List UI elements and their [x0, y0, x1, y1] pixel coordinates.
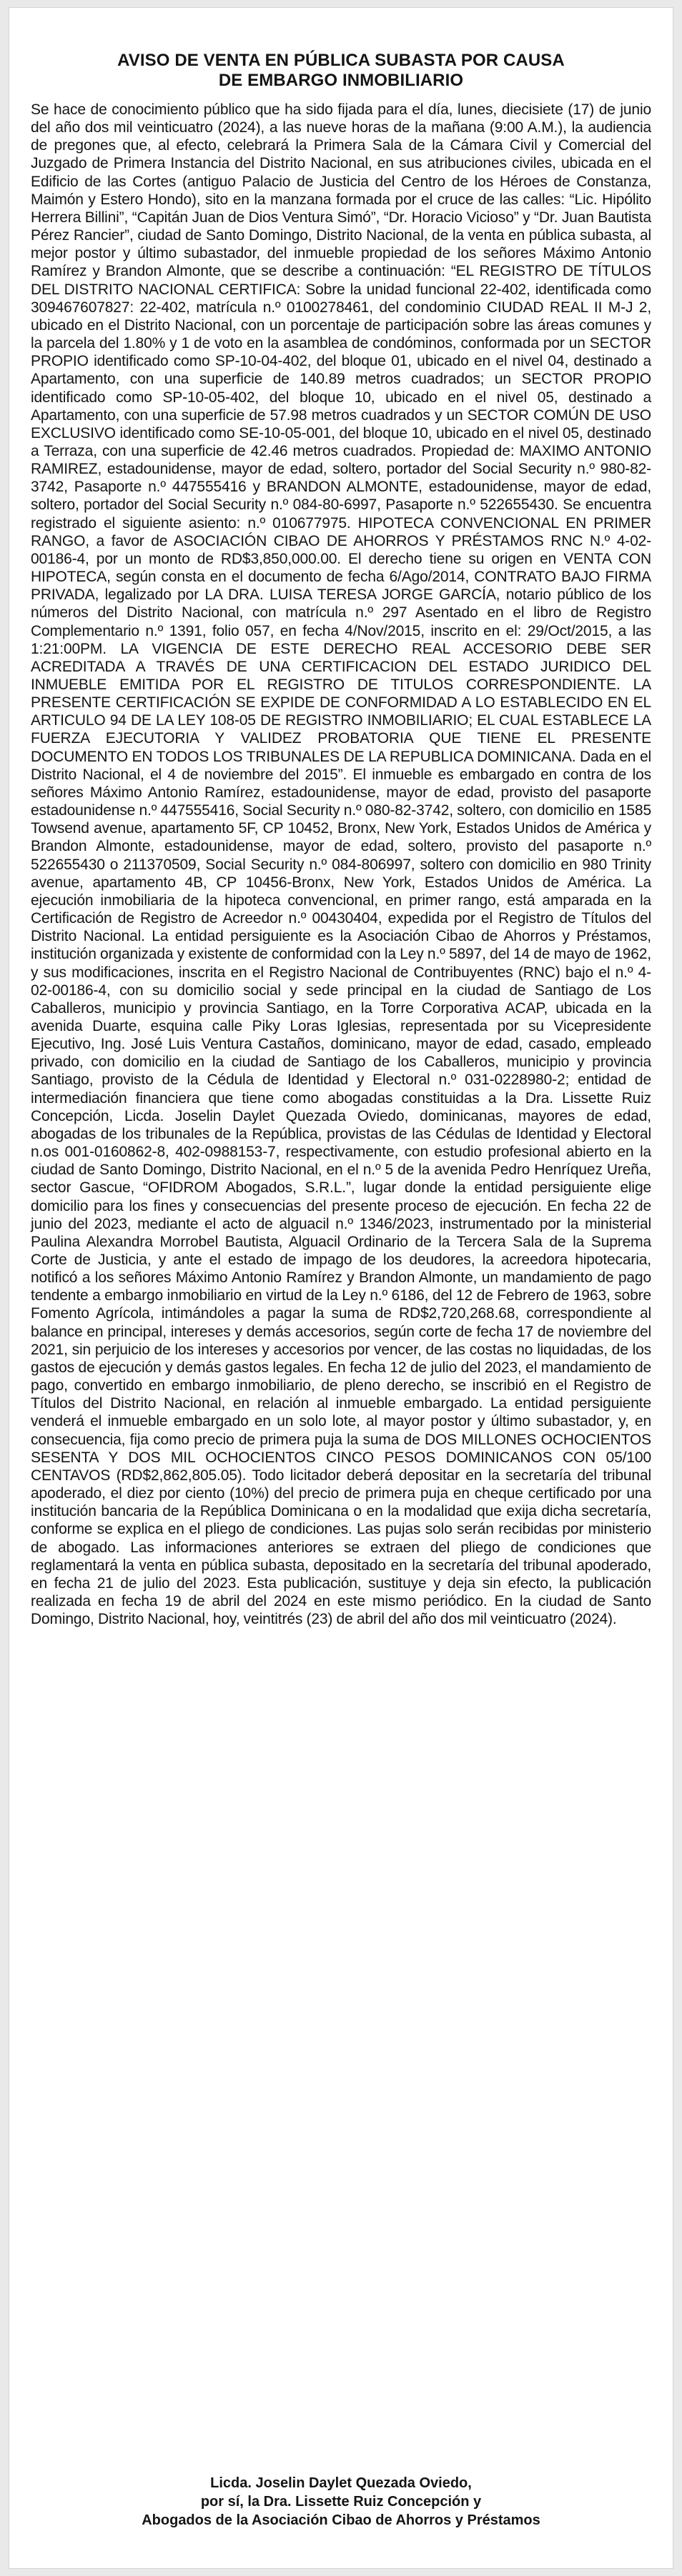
signature-block — [24, 2474, 658, 2530]
notice-title-line-2: DE EMBARGO INMOBILIARIO — [218, 71, 464, 90]
notice-title — [38, 51, 644, 91]
signature-line-3: Abogados de la Asociación Cibao de Ahorros y Préstamos — [142, 2512, 540, 2528]
legal-notice — [9, 7, 673, 2569]
notice-title-line-1: AVISO DE VENTA EN PÚBLICA SUBASTA POR CAUSA — [117, 51, 565, 70]
signature-line-2: por sí, la Dra. Lissette Ruiz Concepción y — [200, 2494, 482, 2510]
signature-line-1: Licda. Joselin Daylet Quezada Oviedo, — [210, 2475, 472, 2491]
notice-body: Se hace de conocimiento público que ha sido fijada para el día, lunes, diecisiete (17) de junio del año dos mil veinticuatro (2024), a las nueve horas de la mañana (9:00 A.M.), la audiencia de pregones que, al efecto, celebrará la Primera Sala de la Cámara Civil y Comercial del Juzgado de Primera Instancia del Distrito Nacional, en sus atribuciones civiles, ubicada en el Edificio de las Cortes (antiguo Palacio de Justicia del Centro de los Héroes de Constanza, Maimón y Estero Hondo), sito en la manzana formada por el cruce de las calles: “Lic. Hipólito Herrera Billini”, “Capitán Juan de Dios Ventura Simó”, “Dr. Horacio Vicioso” y “Dr. Juan Bautista Pérez Rancier”, ciudad de Santo Domingo, Distrito Nacional, de la venta en pública subasta, al mejor postor y último subastador, del inmueble propiedad de los señores Máximo Antonio Ramírez y Brandon Almonte, que se describe a continuación: “EL REGISTRO DE TÍTULOS DEL DISTRITO NACIONAL CERTIFICA: Sobre la unidad funcional 22-402, identificada como 309467607827: 22-402, matrícula n.º 0100278461, del condominio CIUDAD REAL II M-J 2, ubicado en el Distrito Nacional, con un porcentaje de participación sobre las áreas comunes y la parcela del 1.80% y 1 de voto en la asamblea de condóminos, conformada por un SECTOR PROPIO identificado como SP-10-04-402, del bloque 01, ubicado en el nivel 04, destinado a Apartamento, con una superficie de 140.89 metros cuadrados; un SECTOR PROPIO identificado como SP-10-05-402, del bloque 10, ubicado en el nivel 05, destinado a Apartamento, con una superficie de 57.98 metros cuadrados y un SECTOR COMÚN DE USO EXCLUSIVO identificado como SE-10-05-001, del bloque 10, ubicado en el nivel 05, destinado a Terraza, con una superficie de 42.46 metros cuadrados. Propiedad de: MAXIMO ANTONIO RAMIREZ, estadounidense, mayor de edad, soltero, portador del Social Security n.º 980-82-3742, Pasaporte n.º 447555416 y BRANDON ALMONTE, estadounidense, mayor de edad, soltero, portador del Social Security n.º 084-80-6997, Pasaporte n.º 522655430. Se encuentra registrado el siguiente asiento: n.º 010677975. HIPOTECA CONVENCIONAL EN PRIMER RANGO, a favor de ASOCIACIÓN CIBAO DE AHORROS Y PRÉSTAMOS RNC N.º 4-02-00186-4, por un monto de RD$3,850,000.00. El derecho tiene su origen en VENTA CON HIPOTECA, según consta en el documento de fecha 6/Ago/2014, CONTRATO BAJO FIRMA PRIVADA, legalizado por LA DRA. LUISA TERESA JORGE GARCÍA, notario público de los números del Distrito Nacional, con matrícula n.º 297 Asentado en el libro de Registro Complementario n.º 1391, folio 057, en fecha 4/Nov/2015, inscrito en el: 29/Oct/2015, a las 1:21:00PM. LA VIGENCIA DE ESTE DERECHO REAL ACCESORIO DEBE SER ACREDITADA A TRAVÉS DE UNA CERTIFICACION DEL ESTADO JURIDICO DEL INMUEBLE EMITIDA POR EL REGISTRO DE TITULOS CORRESPONDIENTE. LA PRESENTE CERTIFICACIÓN SE EXPIDE DE CONFORMIDAD A LO ESTABLECIDO EN EL ARTICULO 94 DE LA LEY 108-05 DE REGISTRO INMOBILIARIO; EL CUAL ESTABLECE LA FUERZA EJECUTORIA Y VALIDEZ PROBATORIA QUE TIENE EL PRESENTE DOCUMENTO EN TODOS LOS TRIBUNALES DE LA REPUBLICA DOMINICANA. Dada en el Distrito Nacional, el 4 de noviembre del 2015”. El inmueble es embargado en contra de los señores Máximo Antonio Ramírez, estadounidense, mayor de edad, provisto del pasaporte estadounidense n.º 447555416, Social Security n.º 080-82-3742, soltero, con domicilio en 1585 Towsend avenue, apartamento 5F, CP 10452, Bronx, New York, Estados Unidos de América y Brandon Almonte, estadounidense, mayor de edad, soltero, provisto del pasaporte n.º 522655430 o 211370509, Social Security n.º 084-806997, soltero con domicilio en 980 Trinity avenue, apartamento 4B, CP 10456-Bronx, New York, Estados Unidos de América. La ejecución inmobiliaria de la hipoteca convencional, en primer rango, está amparada en la Certificación de Registro de Acreedor n.º 00430404, expedida por el Registro de Títulos del Distrito Nacional. La entidad persiguiente es la Asociación Cibao de Ahorros y Préstamos, institución organizada y existente de conformidad con la Ley n.º 5897, del 14 de mayo de 1962, y sus modificaciones, inscrita en el Registro Nacional de Contribuyentes (RNC) bajo el n.º 4-02-00186-4, con su domicilio social y sede principal en la ciudad de Santiago de Los Caballeros, municipio y provincia Santiago, en la Torre Corporativa ACAP, ubicada en la avenida Duarte, esquina calle Piky Loras Iglesias, representada por su Vicepresidente Ejecutivo, Ing. José Luis Ventura Castaños, dominicano, mayor de edad, casado, empleado privado, con domicilio en la ciudad de Santiago de los Caballeros, municipio y provincia Santiago, provisto de la Cédula de Identidad y Electoral n.º 031-0228980-2; entidad de intermediación financiera que tiene como abogadas constituidas a la Dra. Lissette Ruiz Concepción, Licda. Joselin Daylet Quezada Oviedo, dominicanas, mayores de edad, abogadas de los tribunales de la República, provistas de las Cédulas de Identidad y Electoral n.os 001-0160862-8, 402-0988153-7, respectivamente, con estudio profesional abierto en la ciudad de Santo Domingo, Distrito Nacional, en el n.º 5 de la avenida Pedro Henríquez Ureña, sector Gascue, “OFIDROM Abogados, S.R.L.”, lugar donde la entidad persiguiente elige domicilio para los fines y consecuencias del presente proceso de ejecución. En fecha 22 de junio del 2023, mediante el acto de alguacil n.º 1346/2023, instrumentado por la ministerial Paulina Alexandra Morrobel Bautista, Alguacil Ordinario de la Tercera Sala de la Suprema Corte de Justicia, y ante el estado de impago de los deudores, la acreedora hipotecaria, notificó a los señores Máximo Antonio Ramírez y Brandon Almonte, un mandamiento de pago tendente a embargo inmobiliario en virtud de la Ley n.º 6186, del 12 de Febrero de 1963, sobre Fomento Agrícola, intimándoles a pagar la suma de RD$2,720,268.68, correspondiente al balance en principal, intereses y demás accesorios, según corte de fecha 17 de noviembre del 2021, sin perjuicio de los intereses y accesorios por vencer, de las costas no liquidadas, de los gastos de ejecución y demás gastos legales. En fecha 12 de julio del 2023, el mandamiento de pago, convertido en embargo inmobiliario, de pleno derecho, se inscribió en el Registro de Títulos del Distrito Nacional, en relación al inmueble embargado. La entidad persiguiente venderá el inmueble embargado en un solo lote, al mayor postor y último subastador, y, en consecuencia, fija como precio de primera puja la suma de DOS MILLONES OCHOCIENTOS SESENTA Y DOS MIL OCHOCIENTOS CINCO PESOS DOMINICANOS CON 05/100 CENTAVOS (RD$2,862,805.05). Todo licitador deberá depositar en la secretaría del tribunal apoderado, el diez por ciento (10%) del precio de primera puja en cheque certificado por una institución bancaria de la República Dominicana o en la modalidad que exija dicha secretaría, conforme se explica en el pliego de condiciones. Las pujas solo serán recibidas por ministerio de abogado. Las informaciones anteriores se extraen del pliego de condiciones que reglamentará la venta en pública subasta, depositado en la secretaría del tribunal apoderado, en fecha 21 de julio del 2023. Esta publicación, sustituye y deja sin efecto, la publicación realizada en fecha 19 de abril del 2024 en este mismo periódico. En la ciudad de Santo Domingo, Distrito Nacional, hoy, veintitrés (23) de abril del año dos mil veinticuatro (2024). — [31, 101, 651, 1628]
